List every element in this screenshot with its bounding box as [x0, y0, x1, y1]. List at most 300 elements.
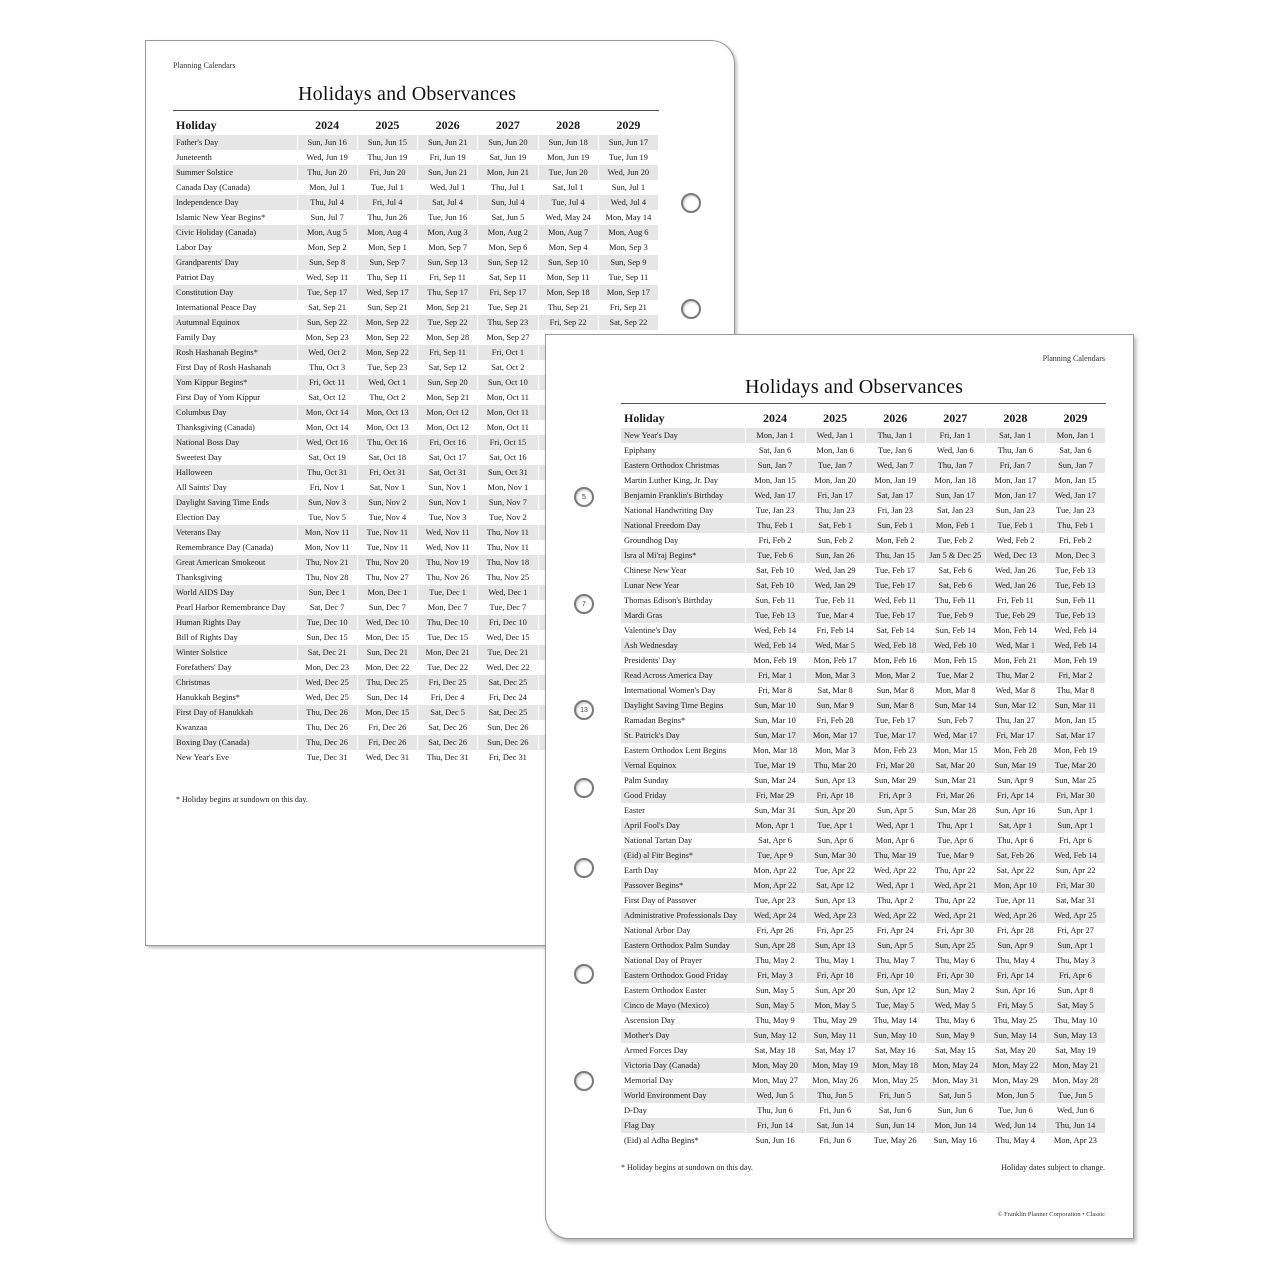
holiday-date: Mon, Jan 6: [805, 443, 865, 458]
holiday-date: Mon, Dec 7: [418, 600, 478, 615]
holiday-date: Mon, May 18: [865, 1058, 925, 1073]
holiday-date: Sun, Nov 1: [418, 480, 478, 495]
holiday-name: Hanukkah Begins*: [173, 690, 297, 705]
holiday-date: Fri, Apr 18: [805, 968, 865, 983]
holiday-date: Thu, May 14: [865, 1013, 925, 1028]
holiday-date: Fri, Jun 19: [418, 150, 478, 165]
holiday-name: National Tartan Day: [621, 833, 745, 848]
holiday-date: Mon, Oct 13: [357, 405, 417, 420]
holiday-date: Sun, Jan 7: [1045, 458, 1105, 473]
holiday-name: Bill of Rights Day: [173, 630, 297, 645]
holiday-date: Wed, Apr 1: [865, 878, 925, 893]
table-row: [621, 1058, 1106, 1073]
holiday-date: Thu, Feb 1: [1045, 518, 1105, 533]
holiday-date: Sat, May 19: [1045, 1043, 1105, 1058]
holiday-date: Tue, Feb 6: [745, 548, 805, 563]
holiday-date: Tue, Jun 20: [538, 165, 598, 180]
holiday-date: Tue, Nov 4: [357, 510, 417, 525]
table-row: [621, 638, 1106, 653]
holiday-date: Mon, May 25: [865, 1073, 925, 1088]
holiday-date: Sat, Dec 5: [418, 705, 478, 720]
holiday-date: Fri, May 3: [745, 968, 805, 983]
holiday-date: Sat, Jun 5: [478, 210, 538, 225]
holiday-date: Mon, Jan 15: [1045, 713, 1105, 728]
holiday-date: Wed, Jan 29: [805, 563, 865, 578]
holiday-date: Mon, Sep 17: [598, 285, 658, 300]
column-header-year: 2028: [556, 118, 581, 132]
holiday-date: Tue, Dec 21: [478, 645, 538, 660]
holiday-date: Mon, Feb 14: [985, 623, 1045, 638]
holiday-table: [621, 403, 1106, 1148]
binder-hole: [681, 299, 701, 319]
holiday-date: Mon, Sep 6: [478, 240, 538, 255]
holiday-date: Mon, Dec 23: [297, 660, 357, 675]
holiday-date: Sun, Jan 23: [985, 503, 1045, 518]
holiday-date: Sun, Dec 14: [357, 690, 417, 705]
holiday-date: Sun, Dec 7: [357, 600, 417, 615]
holiday-date: Sat, Oct 31: [418, 465, 478, 480]
holiday-name: Thomas Edison's Birthday: [621, 593, 745, 608]
holiday-date: Fri, Dec 10: [478, 615, 538, 630]
holiday-date: Sat, Dec 25: [478, 705, 538, 720]
holiday-date: Fri, Feb 14: [805, 623, 865, 638]
holiday-date: Tue, Dec 22: [418, 660, 478, 675]
holiday-date: Sun, Apr 16: [985, 803, 1045, 818]
holiday-name: Read Across America Day: [621, 668, 745, 683]
holiday-name: Flag Day: [621, 1118, 745, 1133]
holiday-date: Thu, Dec 10: [418, 615, 478, 630]
holiday-date: Thu, May 7: [865, 953, 925, 968]
holiday-date: Wed, Feb 2: [985, 533, 1045, 548]
holiday-name: National Boss Day: [173, 435, 297, 450]
holiday-date: Wed, Mar 17: [925, 728, 985, 743]
binder-hole: [574, 1071, 594, 1091]
table-row: [621, 938, 1106, 953]
holiday-name: Remembrance Day (Canada): [173, 540, 297, 555]
holiday-date: Mon, May 22: [985, 1058, 1045, 1073]
holiday-date: Mon, Oct 11: [478, 405, 538, 420]
holiday-name: All Saints' Day: [173, 480, 297, 495]
holiday-date: Mon, Jan 19: [865, 473, 925, 488]
holiday-date: Wed, Mar 8: [985, 683, 1045, 698]
table-row: [621, 818, 1106, 833]
holiday-name: Passover Begins*: [621, 878, 745, 893]
holiday-date: Sat, Dec 26: [418, 720, 478, 735]
copyright-footer: © Franklin Planner Corporation • Classic: [997, 1211, 1105, 1218]
binder-hole: [574, 594, 594, 614]
holiday-name: Thanksgiving (Canada): [173, 420, 297, 435]
holiday-date: Wed, Apr 23: [805, 908, 865, 923]
holiday-date: Tue, Dec 10: [297, 615, 357, 630]
table-row: [173, 150, 659, 165]
holiday-date: Sat, Feb 10: [745, 578, 805, 593]
holiday-name: Patriot Day: [173, 270, 297, 285]
holiday-date: Thu, May 1: [805, 953, 865, 968]
holiday-date: Sun, Apr 25: [925, 938, 985, 953]
holiday-date: Mon, Aug 6: [598, 225, 658, 240]
table-row: [621, 548, 1106, 563]
holiday-date: Sun, Jun 17: [598, 135, 658, 150]
holiday-date: Wed, Dec 31: [357, 750, 417, 765]
holiday-date: Sun, Dec 15: [297, 630, 357, 645]
holiday-date: Sun, Nov 1: [418, 495, 478, 510]
table-row: [621, 788, 1106, 803]
binder-hole: [681, 193, 701, 213]
holiday-date: Mon, Jan 15: [1045, 473, 1105, 488]
column-header-year: 2025: [375, 118, 400, 132]
holiday-date: Mon, May 21: [1045, 1058, 1105, 1073]
holiday-name: Lunar New Year: [621, 578, 745, 593]
holiday-date: Sun, Oct 10: [478, 375, 538, 390]
holiday-date: Tue, Jan 23: [1045, 503, 1105, 518]
holiday-date: Mon, Jul 1: [297, 180, 357, 195]
holiday-date: Sun, May 2: [925, 983, 985, 998]
holiday-date: Thu, Dec 26: [297, 735, 357, 750]
holiday-date: Mon, May 29: [985, 1073, 1045, 1088]
holiday-date: Fri, Apr 27: [1045, 923, 1105, 938]
footnote: * Holiday begins at sundown on this day.: [621, 1163, 753, 1172]
holiday-date: Tue, Feb 29: [985, 608, 1045, 623]
holiday-date: Sun, Sep 7: [357, 255, 417, 270]
holiday-name: International Women's Day: [621, 683, 745, 698]
holiday-name: Mother's Day: [621, 1028, 745, 1043]
holiday-date: Thu, May 4: [985, 1133, 1045, 1148]
holiday-date: Thu, Nov 11: [478, 540, 538, 555]
holiday-date: Wed, Jan 17: [1045, 488, 1105, 503]
holiday-date: Wed, Feb 14: [745, 623, 805, 638]
holiday-date: Sun, Jun 14: [865, 1118, 925, 1133]
holiday-date: Wed, May 5: [925, 998, 985, 1013]
holiday-date: Mon, Feb 21: [985, 653, 1045, 668]
holiday-date: Fri, Feb 2: [1045, 533, 1105, 548]
holiday-date: Fri, Jan 1: [925, 428, 985, 443]
table-row: [621, 1133, 1106, 1148]
holiday-date: Sun, Mar 10: [745, 713, 805, 728]
binder-hole: [574, 487, 594, 507]
holiday-date: Mon, Mar 17: [805, 728, 865, 743]
table-row: [621, 578, 1106, 593]
holiday-date: Wed, Nov 11: [418, 540, 478, 555]
holiday-date: Mon, Dec 3: [1045, 548, 1105, 563]
binder-hole: [574, 858, 594, 878]
holiday-date: Tue, Dec 1: [418, 585, 478, 600]
holiday-name: National Arbor Day: [621, 923, 745, 938]
holiday-date: Fri, Feb 11: [985, 593, 1045, 608]
holiday-date: Fri, Mar 1: [745, 668, 805, 683]
holiday-name: Victoria Day (Canada): [621, 1058, 745, 1073]
holiday-date: Wed, Jan 7: [865, 458, 925, 473]
holiday-name: Pearl Harbor Remembrance Day: [173, 600, 297, 615]
holiday-name: Palm Sunday: [621, 773, 745, 788]
holiday-date: Wed, Sep 11: [297, 270, 357, 285]
holiday-date: Fri, Mar 30: [1045, 878, 1105, 893]
holiday-date: Thu, Jan 6: [985, 443, 1045, 458]
holiday-date: Thu, Apr 22: [925, 863, 985, 878]
holiday-name: D-Day: [621, 1103, 745, 1118]
holiday-date: Wed, Feb 14: [1045, 638, 1105, 653]
column-header-year: 2024: [763, 411, 788, 425]
holiday-date: Thu, Sep 17: [418, 285, 478, 300]
table-row: [621, 1103, 1106, 1118]
holiday-date: Fri, Oct 16: [418, 435, 478, 450]
holiday-date: Sun, Feb 1: [865, 518, 925, 533]
holiday-date: Mon, Jan 15: [745, 473, 805, 488]
holiday-date: Wed, Apr 26: [985, 908, 1045, 923]
holiday-date: Sun, Apr 1: [1045, 938, 1105, 953]
holiday-date: Mon, Sep 21: [418, 300, 478, 315]
table-row: [173, 180, 659, 195]
holiday-date: Mon, Dec 21: [418, 645, 478, 660]
table-row: [173, 210, 659, 225]
holiday-date: Tue, Nov 11: [357, 540, 417, 555]
holiday-date: Sun, Apr 9: [985, 938, 1045, 953]
holiday-name: Independence Day: [173, 195, 297, 210]
holiday-date: Tue, Sep 17: [297, 285, 357, 300]
holiday-date: Sat, May 18: [745, 1043, 805, 1058]
holiday-date: Sat, Dec 25: [478, 675, 538, 690]
holiday-date: Mon, Oct 12: [418, 420, 478, 435]
table-row: [621, 473, 1106, 488]
holiday-date: Fri, Sep 21: [598, 300, 658, 315]
holiday-name: Chinese New Year: [621, 563, 745, 578]
holiday-date: Thu, Feb 11: [925, 593, 985, 608]
holiday-date: Tue, Feb 17: [865, 563, 925, 578]
holiday-date: Sat, Oct 2: [478, 360, 538, 375]
holiday-date: Mon, Apr 10: [985, 878, 1045, 893]
holiday-date: Sun, Sep 20: [418, 375, 478, 390]
holiday-name: Ramadan Begins*: [621, 713, 745, 728]
table-header-row: [621, 404, 1106, 429]
holiday-date: Sun, Apr 13: [805, 893, 865, 908]
holiday-date: Fri, Dec 26: [357, 735, 417, 750]
holiday-name: World Environment Day: [621, 1088, 745, 1103]
holiday-date: Sat, Feb 6: [925, 563, 985, 578]
holiday-date: Fri, Dec 26: [357, 720, 417, 735]
holiday-date: Sat, Sep 11: [478, 270, 538, 285]
holiday-date: Wed, Jul 1: [418, 180, 478, 195]
holiday-date: Mon, Sep 28: [418, 330, 478, 345]
holiday-date: Sun, Apr 8: [1045, 983, 1105, 998]
table-row: [621, 728, 1106, 743]
holiday-date: Mon, Dec 22: [357, 660, 417, 675]
holiday-date: Sun, Sep 8: [297, 255, 357, 270]
holiday-name: Isra al Mi'raj Begins*: [621, 548, 745, 563]
holiday-date: Mon, Sep 22: [357, 330, 417, 345]
table-row: [621, 1013, 1106, 1028]
holiday-name: First Day of Passover: [621, 893, 745, 908]
holiday-date: Tue, Feb 17: [865, 713, 925, 728]
holiday-name: St. Patrick's Day: [621, 728, 745, 743]
holiday-date: Tue, Feb 17: [865, 578, 925, 593]
holiday-date: Thu, Nov 11: [478, 525, 538, 540]
holiday-date: Sun, Dec 26: [478, 720, 538, 735]
table-row: [621, 593, 1106, 608]
holiday-name: Kwanzaa: [173, 720, 297, 735]
holiday-name: First Day of Yom Kippur: [173, 390, 297, 405]
holiday-date: Mon, Jan 17: [985, 473, 1045, 488]
holiday-date: Fri, Apr 30: [925, 923, 985, 938]
holiday-date: Mon, Feb 16: [865, 653, 925, 668]
holiday-date: Thu, Apr 22: [925, 893, 985, 908]
table-row: [621, 443, 1106, 458]
holiday-date: Thu, May 6: [925, 953, 985, 968]
holiday-name: Presidents' Day: [621, 653, 745, 668]
holiday-date: Thu, Dec 31: [418, 750, 478, 765]
holiday-name: Boxing Day (Canada): [173, 735, 297, 750]
table-row: [621, 563, 1106, 578]
holiday-date: Tue, Feb 13: [1045, 608, 1105, 623]
table-row: [621, 923, 1106, 938]
holiday-date: Wed, Jan 1: [805, 428, 865, 443]
holiday-date: Tue, Mar 19: [745, 758, 805, 773]
holiday-date: Thu, May 25: [985, 1013, 1045, 1028]
holiday-date: Mon, Oct 14: [297, 405, 357, 420]
column-header-holiday: Holiday: [624, 411, 665, 425]
holiday-date: Thu, Feb 1: [745, 518, 805, 533]
holiday-date: Mon, Aug 4: [357, 225, 417, 240]
table-row: [621, 503, 1106, 518]
holiday-name: Sweetest Day: [173, 450, 297, 465]
holiday-date: Tue, Jan 7: [805, 458, 865, 473]
holiday-date: Sat, Jun 19: [478, 150, 538, 165]
holiday-date: Mon, Sep 22: [357, 315, 417, 330]
holiday-name: Mardi Gras: [621, 608, 745, 623]
holiday-date: Sun, Apr 5: [865, 803, 925, 818]
holiday-name: Christmas: [173, 675, 297, 690]
holiday-date: Sun, Jun 16: [297, 135, 357, 150]
holiday-date: Mon, Mar 15: [925, 743, 985, 758]
holiday-name: Ash Wednesday: [621, 638, 745, 653]
holiday-date: Tue, Jan 23: [745, 503, 805, 518]
holiday-date: Wed, Feb 10: [925, 638, 985, 653]
holiday-date: Fri, Mar 17: [985, 728, 1045, 743]
holiday-date: Wed, Jan 29: [805, 578, 865, 593]
holiday-date: Sat, May 17: [805, 1043, 865, 1058]
table-row: [621, 623, 1106, 638]
table-row: [621, 518, 1106, 533]
holiday-date: Sun, Dec 1: [297, 585, 357, 600]
holiday-date: Mon, Sep 21: [418, 390, 478, 405]
holiday-date: Mon, Oct 14: [297, 420, 357, 435]
holiday-name: Epiphany: [621, 443, 745, 458]
table-row: [173, 195, 659, 210]
holiday-date: Sat, May 15: [925, 1043, 985, 1058]
holiday-name: Islamic New Year Begins*: [173, 210, 297, 225]
holiday-date: Fri, Mar 20: [865, 758, 925, 773]
holiday-date: Wed, Apr 1: [865, 818, 925, 833]
holiday-date: Mon, Feb 1: [925, 518, 985, 533]
holiday-date: Sun, Mar 30: [805, 848, 865, 863]
holiday-date: Thu, Sep 11: [357, 270, 417, 285]
holiday-date: Wed, Jan 26: [985, 563, 1045, 578]
table-row: [621, 488, 1106, 503]
column-header-year: 2029: [1063, 411, 1088, 425]
holiday-date: Sat, Oct 19: [297, 450, 357, 465]
holiday-date: Fri, May 5: [985, 998, 1045, 1013]
holiday-name: Yom Kippur Begins*: [173, 375, 297, 390]
holiday-name: Groundhog Day: [621, 533, 745, 548]
holiday-date: Fri, Sep 11: [418, 345, 478, 360]
front-calendar-page: [545, 334, 1134, 1239]
holiday-date: Fri, Apr 25: [805, 923, 865, 938]
holiday-date: Thu, Mar 20: [805, 758, 865, 773]
holiday-date: Fri, Oct 15: [478, 435, 538, 450]
holiday-date: Tue, Mar 20: [1045, 758, 1105, 773]
holiday-date: Sat, Feb 14: [865, 623, 925, 638]
holiday-name: Earth Day: [621, 863, 745, 878]
holiday-date: Mon, May 5: [805, 998, 865, 1013]
holiday-date: Mon, Mar 3: [805, 743, 865, 758]
holiday-date: Thu, May 2: [745, 953, 805, 968]
holiday-date: Fri, Jul 4: [357, 195, 417, 210]
holiday-date: Wed, Sep 17: [357, 285, 417, 300]
holiday-date: Thu, Jul 1: [478, 180, 538, 195]
holiday-name: Daylight Saving Time Ends: [173, 495, 297, 510]
holiday-date: Tue, Apr 6: [925, 833, 985, 848]
holiday-date: Tue, Feb 11: [805, 593, 865, 608]
holiday-date: Thu, Dec 25: [357, 675, 417, 690]
holiday-date: Mon, Feb 2: [865, 533, 925, 548]
holiday-date: Thu, Oct 2: [357, 390, 417, 405]
holiday-date: Tue, Jun 16: [418, 210, 478, 225]
holiday-date: Mon, Sep 3: [598, 240, 658, 255]
holiday-name: Veterans Day: [173, 525, 297, 540]
holiday-date: Sat, Jun 14: [805, 1118, 865, 1133]
holiday-date: Sat, Jun 5: [925, 1088, 985, 1103]
holiday-date: Mon, May 28: [1045, 1073, 1105, 1088]
holiday-date: Wed, Mar 5: [805, 638, 865, 653]
holiday-name: Columbus Day: [173, 405, 297, 420]
holiday-date: Wed, Apr 22: [865, 863, 925, 878]
holiday-date: Sun, Mar 10: [745, 698, 805, 713]
holiday-date: Fri, Jun 6: [805, 1133, 865, 1148]
holiday-date: Sat, Jan 6: [1045, 443, 1105, 458]
holiday-date: Sat, Feb 6: [925, 578, 985, 593]
holiday-date: Fri, Sep 11: [418, 270, 478, 285]
holiday-date: Wed, Dec 25: [297, 675, 357, 690]
holiday-date: Mon, May 14: [598, 210, 658, 225]
holiday-date: Mon, Sep 2: [297, 240, 357, 255]
holiday-date: Wed, Jun 6: [1045, 1103, 1105, 1118]
holiday-date: Fri, Apr 28: [985, 923, 1045, 938]
holiday-date: Sun, Mar 8: [865, 683, 925, 698]
holiday-date: Sun, Mar 29: [865, 773, 925, 788]
holiday-date: Fri, Apr 26: [745, 923, 805, 938]
holiday-date: Thu, Jun 14: [1045, 1118, 1105, 1133]
holiday-date: Sat, Dec 21: [297, 645, 357, 660]
holiday-name: Vernal Equinox: [621, 758, 745, 773]
holiday-name: Father's Day: [173, 135, 297, 150]
table-row: [621, 608, 1106, 623]
holiday-date: Sun, Apr 9: [985, 773, 1045, 788]
holiday-date: Mon, Sep 4: [538, 240, 598, 255]
holiday-date: Sun, May 10: [865, 1028, 925, 1043]
holiday-date: Mon, Mar 8: [925, 683, 985, 698]
column-header-year: 2025: [823, 411, 848, 425]
holiday-date: Sun, Jun 21: [418, 135, 478, 150]
disclaimer: Holiday dates subject to change.: [1001, 1163, 1105, 1172]
holiday-date: Jan 5 & Dec 25: [925, 548, 985, 563]
holiday-date: Sun, Feb 14: [925, 623, 985, 638]
holiday-date: Fri, Feb 2: [745, 533, 805, 548]
holiday-name: Election Day: [173, 510, 297, 525]
holiday-date: Sun, Apr 1: [1045, 818, 1105, 833]
holiday-date: Mon, Jan 1: [745, 428, 805, 443]
holiday-date: Sun, Sep 22: [297, 315, 357, 330]
holiday-date: Sun, Jun 6: [925, 1103, 985, 1118]
holiday-date: Wed, Jul 4: [598, 195, 658, 210]
holiday-date: Sun, Sep 21: [357, 300, 417, 315]
